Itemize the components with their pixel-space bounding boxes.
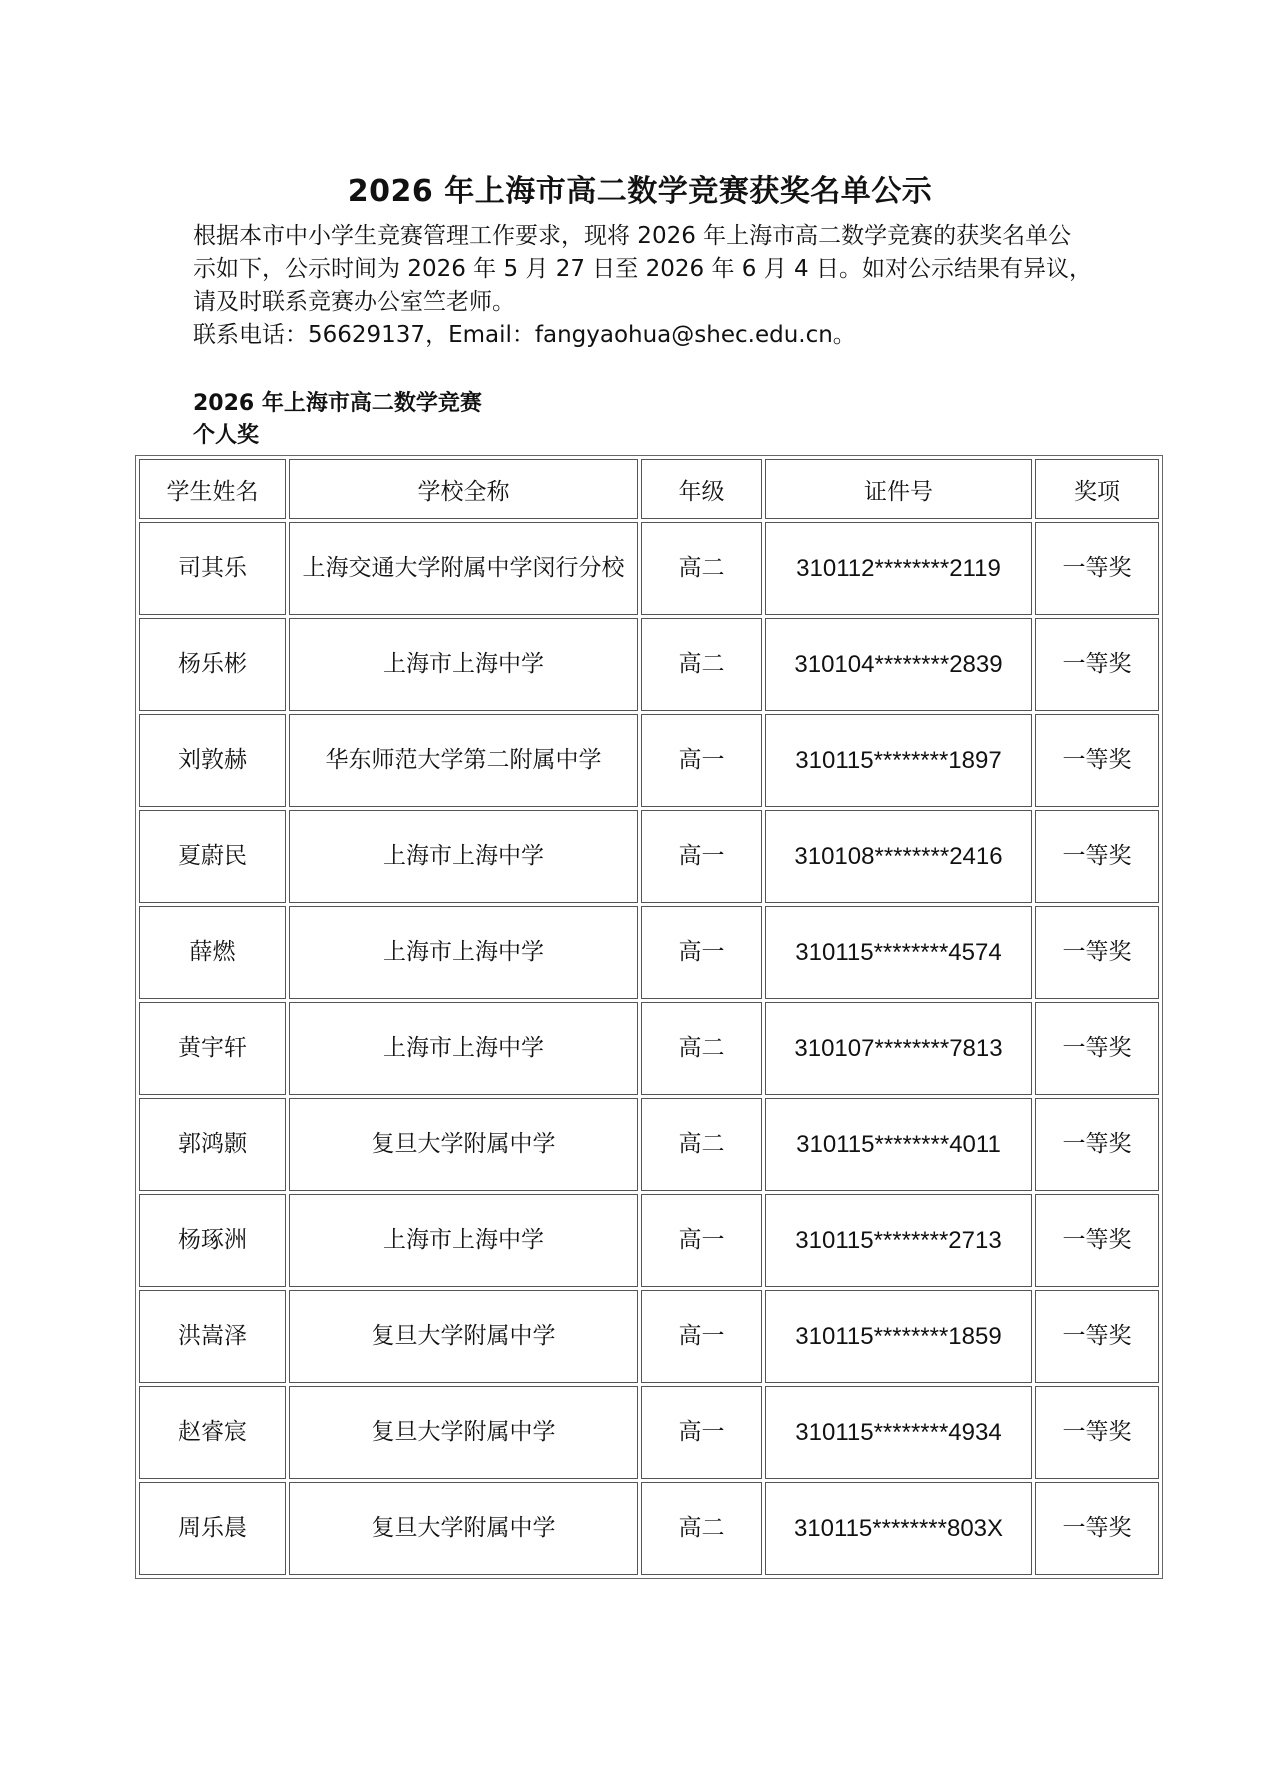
school-name: 复旦大学附属中学 bbox=[289, 1098, 638, 1191]
grade: 高一 bbox=[641, 810, 762, 903]
school-name: 上海市上海中学 bbox=[289, 1002, 638, 1095]
student-name: 黄宇轩 bbox=[139, 1002, 286, 1095]
award: 一等奖 bbox=[1035, 522, 1159, 615]
table-row bbox=[139, 1482, 1159, 1575]
award: 一等奖 bbox=[1035, 618, 1159, 711]
grade: 高二 bbox=[641, 1482, 762, 1575]
award: 一等奖 bbox=[1035, 1386, 1159, 1479]
section-subtitle: 个人奖 bbox=[193, 423, 260, 448]
student-name: 司其乐 bbox=[139, 522, 286, 615]
student-name: 夏蔚民 bbox=[139, 810, 286, 903]
table-row bbox=[139, 1386, 1159, 1479]
award: 一等奖 bbox=[1035, 1098, 1159, 1191]
table-row bbox=[139, 522, 1159, 615]
id-number: 310108********2416 bbox=[765, 810, 1032, 903]
id-number: 310115********4574 bbox=[765, 906, 1032, 999]
header-grade: 年级 bbox=[641, 459, 762, 519]
school-name: 上海市上海中学 bbox=[289, 1194, 638, 1287]
award: 一等奖 bbox=[1035, 810, 1159, 903]
page-title: 2026 年上海市高二数学竞赛获奖名单公示 bbox=[347, 174, 933, 209]
grade: 高一 bbox=[641, 1194, 762, 1287]
award: 一等奖 bbox=[1035, 1002, 1159, 1095]
intro-text bbox=[193, 220, 1093, 352]
id-number: 310104********2839 bbox=[765, 618, 1032, 711]
school-name: 复旦大学附属中学 bbox=[289, 1290, 638, 1383]
school-name: 复旦大学附属中学 bbox=[289, 1482, 638, 1575]
section-title: 2026 年上海市高二数学竞赛 bbox=[193, 391, 482, 416]
table-row bbox=[139, 714, 1159, 807]
contact-line: 联系电话：56629137，Email：fangyaohua@shec.edu.cn。 bbox=[193, 322, 856, 348]
id-number: 310115********4011 bbox=[765, 1098, 1032, 1191]
school-name: 上海交通大学附属中学闵行分校 bbox=[289, 522, 638, 615]
id-number: 310115********1897 bbox=[765, 714, 1032, 807]
award: 一等奖 bbox=[1035, 1290, 1159, 1383]
id-number: 310112********2119 bbox=[765, 522, 1032, 615]
grade: 高二 bbox=[641, 522, 762, 615]
table-row bbox=[139, 1290, 1159, 1383]
award: 一等奖 bbox=[1035, 714, 1159, 807]
id-number: 310115********4934 bbox=[765, 1386, 1032, 1479]
id-number: 310107********7813 bbox=[765, 1002, 1032, 1095]
award: 一等奖 bbox=[1035, 1482, 1159, 1575]
id-number: 310115********1859 bbox=[765, 1290, 1032, 1383]
student-name: 薛燃 bbox=[139, 906, 286, 999]
school-name: 上海市上海中学 bbox=[289, 906, 638, 999]
header-school: 学校全称 bbox=[289, 459, 638, 519]
id-number: 310115********803X bbox=[765, 1482, 1032, 1575]
award-table-container bbox=[135, 455, 1152, 1579]
header-award: 奖项 bbox=[1035, 459, 1159, 519]
school-name: 复旦大学附属中学 bbox=[289, 1386, 638, 1479]
school-name: 上海市上海中学 bbox=[289, 810, 638, 903]
school-name: 上海市上海中学 bbox=[289, 618, 638, 711]
grade: 高一 bbox=[641, 1386, 762, 1479]
grade: 高二 bbox=[641, 618, 762, 711]
student-name: 杨乐彬 bbox=[139, 618, 286, 711]
student-name: 刘敦赫 bbox=[139, 714, 286, 807]
award: 一等奖 bbox=[1035, 1194, 1159, 1287]
student-name: 杨琢洲 bbox=[139, 1194, 286, 1287]
grade: 高一 bbox=[641, 714, 762, 807]
table-row bbox=[139, 1194, 1159, 1287]
grade: 高一 bbox=[641, 1290, 762, 1383]
award: 一等奖 bbox=[1035, 906, 1159, 999]
table-row bbox=[139, 810, 1159, 903]
student-name: 周乐晨 bbox=[139, 1482, 286, 1575]
header-student-name: 学生姓名 bbox=[139, 459, 286, 519]
student-name: 郭鸿颢 bbox=[139, 1098, 286, 1191]
table-row bbox=[139, 906, 1159, 999]
grade: 高二 bbox=[641, 1002, 762, 1095]
header-id-number: 证件号 bbox=[765, 459, 1032, 519]
table-header-row bbox=[139, 459, 1159, 519]
table-row bbox=[139, 618, 1159, 711]
award-table bbox=[135, 455, 1163, 1579]
id-number: 310115********2713 bbox=[765, 1194, 1032, 1287]
intro-paragraph: 根据本市中小学生竞赛管理工作要求，现将 2026 年上海市高二数学竞赛的获奖名单公示如下，公示时间为 2026 年 5 月 27 日至 2026 年 6 月 4 日。如对公示结果有异议，请及时联系竞赛办公室竺老师。 bbox=[193, 223, 1092, 315]
grade: 高一 bbox=[641, 906, 762, 999]
table-row bbox=[139, 1098, 1159, 1191]
grade: 高二 bbox=[641, 1098, 762, 1191]
student-name: 洪嵩泽 bbox=[139, 1290, 286, 1383]
table-row bbox=[139, 1002, 1159, 1095]
student-name: 赵睿宸 bbox=[139, 1386, 286, 1479]
school-name: 华东师范大学第二附属中学 bbox=[289, 714, 638, 807]
